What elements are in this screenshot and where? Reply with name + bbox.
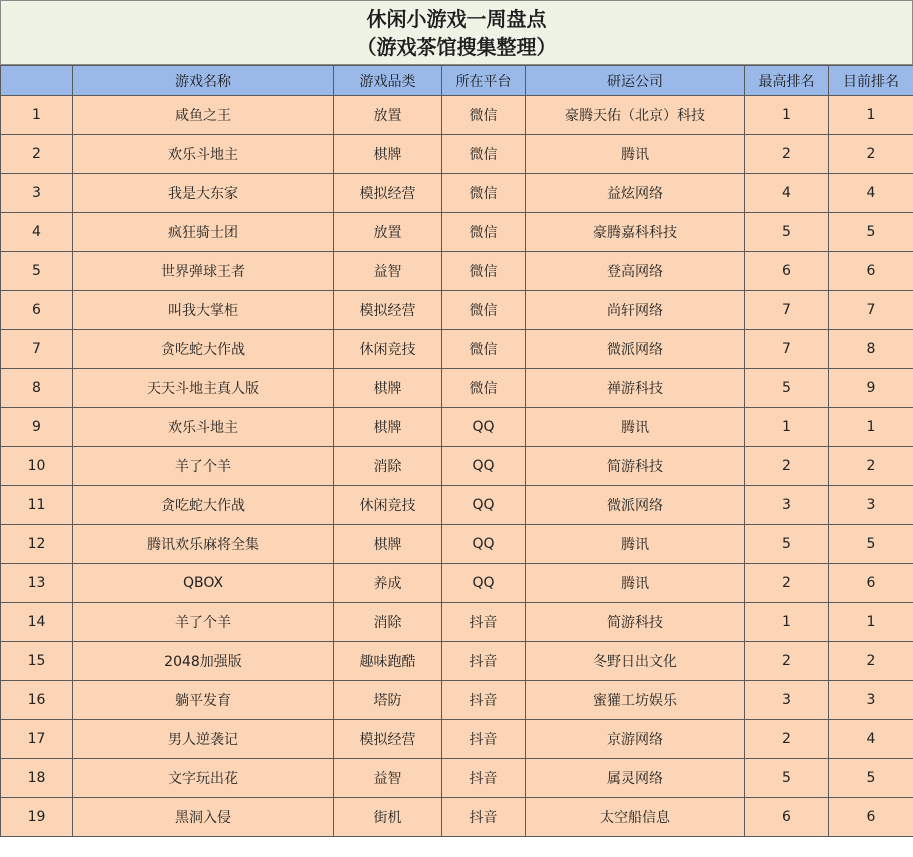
game-name-cell: 我是大东家 — [73, 174, 334, 213]
table-row — [1, 135, 913, 174]
highest-rank-cell: 1 — [745, 96, 829, 135]
row-index-cell: 17 — [1, 720, 73, 759]
developer-cell: 豪腾天佑（北京）科技 — [526, 96, 745, 135]
table-row — [1, 330, 913, 369]
highest-rank-cell: 3 — [745, 681, 829, 720]
table-row — [1, 564, 913, 603]
platform-cell: 微信 — [442, 135, 526, 174]
category-cell: 塔防 — [334, 681, 442, 720]
game-name-cell: 疯狂骑士团 — [73, 213, 334, 252]
row-index-cell: 18 — [1, 759, 73, 798]
game-name-cell: 羊了个羊 — [73, 603, 334, 642]
row-index-cell: 13 — [1, 564, 73, 603]
game-name-cell: 叫我大掌柜 — [73, 291, 334, 330]
table-row — [1, 369, 913, 408]
row-index-cell: 9 — [1, 408, 73, 447]
row-index-cell: 15 — [1, 642, 73, 681]
platform-cell: QQ — [442, 486, 526, 525]
platform-cell: 抖音 — [442, 642, 526, 681]
game-name-cell: 贪吃蛇大作战 — [73, 330, 334, 369]
developer-cell: 禅游科技 — [526, 369, 745, 408]
current-rank-cell: 2 — [829, 135, 913, 174]
row-index-cell: 10 — [1, 447, 73, 486]
current-rank-cell: 5 — [829, 213, 913, 252]
category-cell: 模拟经营 — [334, 174, 442, 213]
table-row — [1, 213, 913, 252]
category-cell: 棋牌 — [334, 408, 442, 447]
developer-cell: 微派网络 — [526, 330, 745, 369]
platform-cell: 抖音 — [442, 759, 526, 798]
table-body — [1, 96, 913, 837]
game-name-cell: 世界弹球王者 — [73, 252, 334, 291]
platform-cell: 微信 — [442, 291, 526, 330]
platform-cell: 微信 — [442, 369, 526, 408]
category-cell: 放置 — [334, 213, 442, 252]
highest-rank-cell: 3 — [745, 486, 829, 525]
developer-cell: 尚轩网络 — [526, 291, 745, 330]
current-rank-cell: 5 — [829, 525, 913, 564]
row-index-cell: 14 — [1, 603, 73, 642]
row-index-cell: 6 — [1, 291, 73, 330]
developer-cell: 益炫网络 — [526, 174, 745, 213]
current-rank-cell: 1 — [829, 96, 913, 135]
title-line-2: （游戏茶馆搜集整理） — [356, 34, 557, 59]
category-cell: 街机 — [334, 798, 442, 837]
table-row — [1, 174, 913, 213]
highest-rank-cell: 2 — [745, 564, 829, 603]
current-rank-cell: 5 — [829, 759, 913, 798]
current-rank-cell: 6 — [829, 252, 913, 291]
developer-cell: 腾讯 — [526, 564, 745, 603]
game-name-cell: 咸鱼之王 — [73, 96, 334, 135]
table-row — [1, 486, 913, 525]
game-name-cell: 贪吃蛇大作战 — [73, 486, 334, 525]
category-cell: 休闲竞技 — [334, 486, 442, 525]
game-name-cell: 欢乐斗地主 — [73, 408, 334, 447]
current-rank-cell: 3 — [829, 486, 913, 525]
current-rank-cell: 1 — [829, 408, 913, 447]
current-rank-cell: 4 — [829, 720, 913, 759]
row-index-cell: 5 — [1, 252, 73, 291]
highest-rank-cell: 6 — [745, 252, 829, 291]
col-header-game-name: 游戏名称 — [73, 66, 334, 96]
highest-rank-cell: 4 — [745, 174, 829, 213]
category-cell: 益智 — [334, 759, 442, 798]
sheet-title — [0, 0, 913, 65]
game-name-cell: 羊了个羊 — [73, 447, 334, 486]
highest-rank-cell: 2 — [745, 135, 829, 174]
table-row — [1, 603, 913, 642]
col-header-current-rank: 目前排名 — [829, 66, 913, 96]
platform-cell: 微信 — [442, 213, 526, 252]
row-index-cell: 2 — [1, 135, 73, 174]
game-name-cell: 男人逆袭记 — [73, 720, 334, 759]
row-index-cell: 1 — [1, 96, 73, 135]
highest-rank-cell: 5 — [745, 525, 829, 564]
current-rank-cell: 8 — [829, 330, 913, 369]
platform-cell: 抖音 — [442, 603, 526, 642]
platform-cell: 抖音 — [442, 681, 526, 720]
current-rank-cell: 2 — [829, 447, 913, 486]
category-cell: 放置 — [334, 96, 442, 135]
game-name-cell: 黑洞入侵 — [73, 798, 334, 837]
table-row — [1, 642, 913, 681]
developer-cell: 豪腾嘉科科技 — [526, 213, 745, 252]
current-rank-cell: 9 — [829, 369, 913, 408]
developer-cell: 腾讯 — [526, 408, 745, 447]
category-cell: 模拟经营 — [334, 291, 442, 330]
table-row — [1, 291, 913, 330]
row-index-cell: 3 — [1, 174, 73, 213]
game-name-cell: QBOX — [73, 564, 334, 603]
category-cell: 棋牌 — [334, 525, 442, 564]
current-rank-cell: 6 — [829, 798, 913, 837]
platform-cell: 抖音 — [442, 720, 526, 759]
current-rank-cell: 6 — [829, 564, 913, 603]
table-row — [1, 759, 913, 798]
row-index-cell: 16 — [1, 681, 73, 720]
platform-cell: 微信 — [442, 252, 526, 291]
row-index-cell: 19 — [1, 798, 73, 837]
highest-rank-cell: 5 — [745, 759, 829, 798]
developer-cell: 微派网络 — [526, 486, 745, 525]
developer-cell: 简游科技 — [526, 603, 745, 642]
developer-cell: 登高网络 — [526, 252, 745, 291]
category-cell: 棋牌 — [334, 135, 442, 174]
table-row — [1, 447, 913, 486]
developer-cell: 属灵网络 — [526, 759, 745, 798]
highest-rank-cell: 7 — [745, 330, 829, 369]
table-row — [1, 798, 913, 837]
table-row — [1, 96, 913, 135]
highest-rank-cell: 5 — [745, 213, 829, 252]
highest-rank-cell: 1 — [745, 408, 829, 447]
highest-rank-cell: 7 — [745, 291, 829, 330]
highest-rank-cell: 2 — [745, 447, 829, 486]
title-line-1: 休闲小游戏一周盘点 — [366, 6, 547, 31]
col-header-platform: 所在平台 — [442, 66, 526, 96]
platform-cell: 微信 — [442, 330, 526, 369]
platform-cell: QQ — [442, 447, 526, 486]
header-row — [1, 66, 913, 96]
developer-cell: 腾讯 — [526, 135, 745, 174]
game-name-cell: 天天斗地主真人版 — [73, 369, 334, 408]
table-row — [1, 408, 913, 447]
row-index-cell: 7 — [1, 330, 73, 369]
platform-cell: QQ — [442, 525, 526, 564]
category-cell: 模拟经营 — [334, 720, 442, 759]
row-index-cell: 12 — [1, 525, 73, 564]
game-name-cell: 2048加强版 — [73, 642, 334, 681]
category-cell: 趣味跑酷 — [334, 642, 442, 681]
developer-cell: 冬野日出文化 — [526, 642, 745, 681]
table-row — [1, 681, 913, 720]
category-cell: 棋牌 — [334, 369, 442, 408]
highest-rank-cell: 2 — [745, 720, 829, 759]
game-name-cell: 躺平发育 — [73, 681, 334, 720]
developer-cell: 蜜獾工坊娱乐 — [526, 681, 745, 720]
platform-cell: 抖音 — [442, 798, 526, 837]
current-rank-cell: 1 — [829, 603, 913, 642]
table-row — [1, 525, 913, 564]
category-cell: 消除 — [334, 447, 442, 486]
col-header-developer: 研运公司 — [526, 66, 745, 96]
highest-rank-cell: 6 — [745, 798, 829, 837]
current-rank-cell: 3 — [829, 681, 913, 720]
developer-cell: 简游科技 — [526, 447, 745, 486]
col-header-index — [1, 66, 73, 96]
platform-cell: 微信 — [442, 96, 526, 135]
game-name-cell: 欢乐斗地主 — [73, 135, 334, 174]
developer-cell: 太空船信息 — [526, 798, 745, 837]
category-cell: 休闲竞技 — [334, 330, 442, 369]
current-rank-cell: 2 — [829, 642, 913, 681]
category-cell: 消除 — [334, 603, 442, 642]
row-index-cell: 4 — [1, 213, 73, 252]
category-cell: 养成 — [334, 564, 442, 603]
ranking-table — [0, 65, 913, 837]
developer-cell: 京游网络 — [526, 720, 745, 759]
platform-cell: 微信 — [442, 174, 526, 213]
current-rank-cell: 4 — [829, 174, 913, 213]
highest-rank-cell: 2 — [745, 642, 829, 681]
platform-cell: QQ — [442, 564, 526, 603]
highest-rank-cell: 1 — [745, 603, 829, 642]
platform-cell: QQ — [442, 408, 526, 447]
col-header-category: 游戏品类 — [334, 66, 442, 96]
highest-rank-cell: 5 — [745, 369, 829, 408]
game-name-cell: 腾讯欢乐麻将全集 — [73, 525, 334, 564]
table-row — [1, 720, 913, 759]
row-index-cell: 8 — [1, 369, 73, 408]
row-index-cell: 11 — [1, 486, 73, 525]
table-row — [1, 252, 913, 291]
developer-cell: 腾讯 — [526, 525, 745, 564]
col-header-highest-rank: 最高排名 — [745, 66, 829, 96]
current-rank-cell: 7 — [829, 291, 913, 330]
game-name-cell: 文字玩出花 — [73, 759, 334, 798]
category-cell: 益智 — [334, 252, 442, 291]
